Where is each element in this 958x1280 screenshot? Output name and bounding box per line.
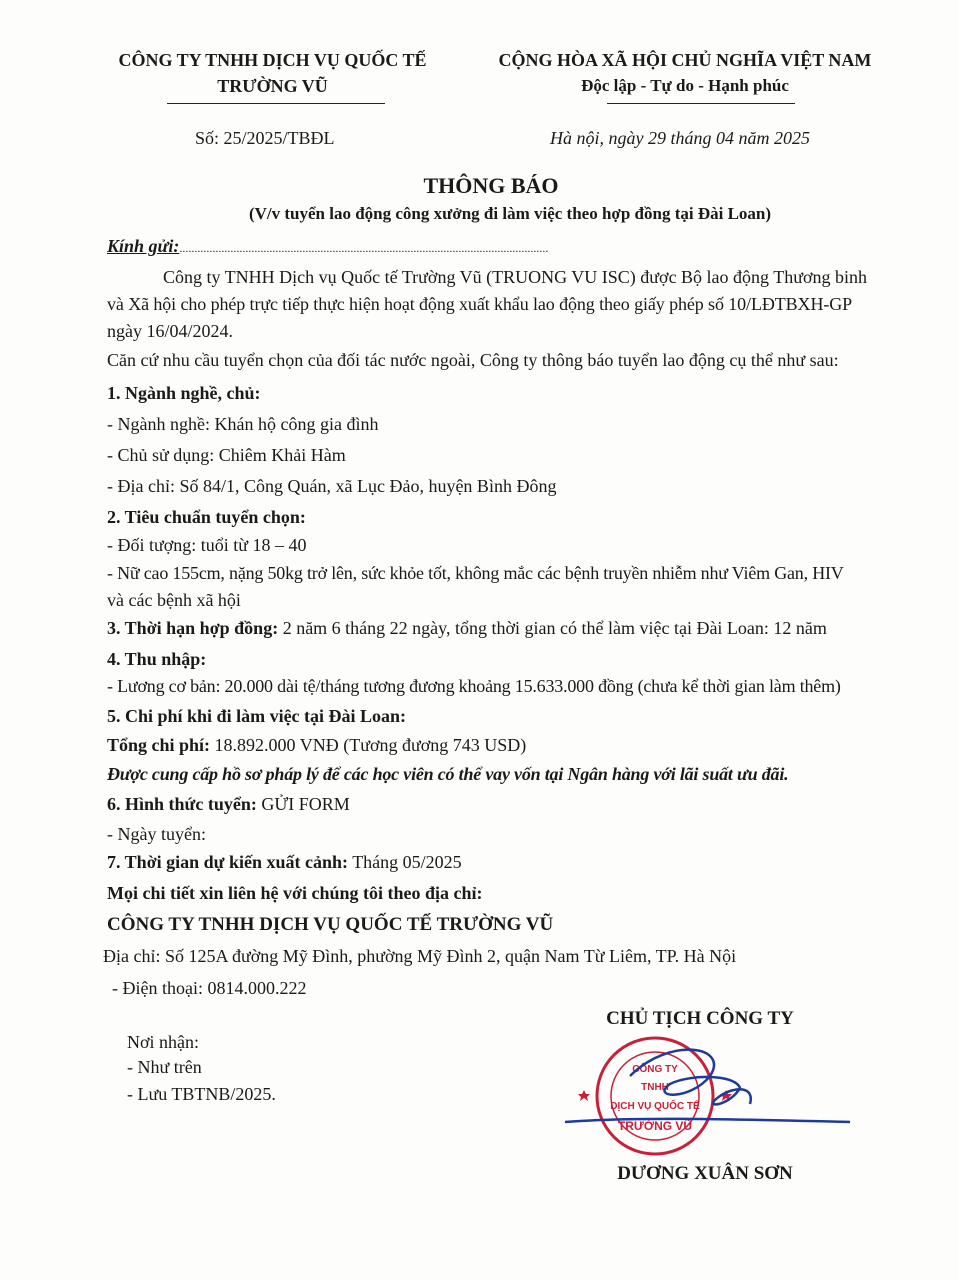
section-5-cost xyxy=(107,734,526,756)
seal-text-type: TNHH xyxy=(641,1082,669,1093)
section-3-heading: 3. Thời hạn hợp đồng: xyxy=(107,618,279,638)
recipients-item: - Lưu TBTNB/2025. xyxy=(127,1084,276,1104)
section-1-item: - Địa chỉ: Số 84/1, Công Quán, xã Lục Đảo, huyện Bình Đông xyxy=(107,476,557,496)
contact-address: Địa chỉ: Số 125A đường Mỹ Đình, phường Mỹ Đình 2, quận Nam Từ Liêm, TP. Hà Nội xyxy=(103,946,737,966)
section-7 xyxy=(107,851,462,873)
document-title: THÔNG BÁO xyxy=(423,173,559,198)
section-5-note: Được cung cấp hồ sơ pháp lý để các học viên có thể vay vốn tại Ngân hàng với lãi suất ưu đãi. xyxy=(107,764,789,784)
recipient-line xyxy=(107,235,548,259)
signer-name: DƯƠNG XUÂN SƠN xyxy=(617,1163,793,1184)
section-7-heading: 7. Thời gian dự kiến xuất cảnh: xyxy=(107,852,349,872)
divider xyxy=(607,103,795,104)
company-seal xyxy=(560,1036,870,1156)
section-6-date: - Ngày tuyển: xyxy=(107,824,206,844)
cost-label: Tổng chi phí: xyxy=(107,735,211,755)
nation-title: CỘNG HÒA XÃ HỘI CHỦ NGHĨA VIỆT NAM xyxy=(498,50,872,70)
contact-phone: - Điện thoại: 0814.000.222 xyxy=(112,978,307,998)
intro-line: ngày 16/04/2024. xyxy=(107,321,233,341)
motto: Độc lập - Tự do - Hạnh phúc xyxy=(581,76,789,95)
intro-line: Căn cứ nhu cầu tuyển chọn của đối tác nước ngoài, Công ty thông báo tuyển lao động cụ thể như sau: xyxy=(107,350,839,370)
section-6-heading: 6. Hình thức tuyển: xyxy=(107,794,257,814)
section-6 xyxy=(107,793,350,815)
recipient-label: Kính gửi: xyxy=(107,236,180,256)
document-subtitle: (V/v tuyển lao động công xưởng đi làm việc theo hợp đồng tại Đài Loan) xyxy=(248,204,772,223)
section-6-text: GỬI FORM xyxy=(256,794,350,814)
intro-line: Công ty TNHH Dịch vụ Quốc tế Trường Vũ (TRUONG VU ISC) được Bộ lao động Thương binh xyxy=(163,267,867,287)
contact-intro: Mọi chi tiết xin liên hệ với chúng tôi theo địa chỉ: xyxy=(107,883,483,903)
company-name-line1: CÔNG TY TNHH DỊCH VỤ QUỐC TẾ xyxy=(118,50,427,70)
cost-value: 18.892.000 VNĐ (Tương đương 743 USD) xyxy=(210,735,527,755)
section-3 xyxy=(107,617,827,639)
contact-company: CÔNG TY TNHH DỊCH VỤ QUỐC TẾ TRƯỜNG VŨ xyxy=(107,914,554,935)
section-5-heading: 5. Chi phí khi đi làm việc tại Đài Loan: xyxy=(107,706,407,726)
seal-text-name: TRƯỜNG VŨ xyxy=(617,1119,693,1133)
recipient-dots: ........................................................................................................................... xyxy=(179,241,549,255)
section-4-text: - Lương cơ bản: 20.000 dài tệ/tháng tương đương khoảng 15.633.000 đồng (chưa kể thời gian làm thêm) xyxy=(107,676,841,696)
section-2-heading: 2. Tiêu chuẩn tuyển chọn: xyxy=(107,507,306,527)
section-2-item: và các bệnh xã hội xyxy=(107,590,241,610)
section-3-text: 2 năm 6 tháng 22 ngày, tổng thời gian có thể làm việc tại Đài Loan: 12 năm xyxy=(278,618,827,638)
section-2-item: - Đối tượng: tuổi từ 18 – 40 xyxy=(107,535,307,555)
document-date: Hà nội, ngày 29 tháng 04 năm 2025 xyxy=(550,128,810,148)
section-2-item: - Nữ cao 155cm, nặng 50kg trở lên, sức khỏe tốt, không mắc các bệnh truyền nhiễm như Viêm Gan, HIV xyxy=(107,563,844,583)
divider xyxy=(167,103,385,104)
signer-role: CHỦ TỊCH CÔNG TY xyxy=(606,1008,794,1029)
section-1-heading: 1. Ngành nghề, chủ: xyxy=(107,383,261,403)
seal-text-company: CÔNG TY xyxy=(632,1064,678,1075)
seal-text-service: DỊCH VỤ QUỐC TẾ xyxy=(610,1101,700,1112)
recipients-item: - Như trên xyxy=(127,1057,202,1077)
section-7-text: Tháng 05/2025 xyxy=(348,852,462,872)
section-1-item: - Ngành nghề: Khán hộ công gia đình xyxy=(107,414,379,434)
section-4-heading: 4. Thu nhập: xyxy=(107,649,207,669)
company-name-line2: TRƯỜNG VŨ xyxy=(217,76,328,96)
document-number: Số: 25/2025/TBĐL xyxy=(195,128,335,148)
section-1-item: - Chủ sử dụng: Chiêm Khải Hàm xyxy=(107,445,346,465)
intro-line: và Xã hội cho phép trực tiếp thực hiện hoạt động xuất khẩu lao động theo giấy phép số 10/LĐTBXH-GP xyxy=(107,294,853,314)
recipients-label: Nơi nhận: xyxy=(127,1032,200,1052)
